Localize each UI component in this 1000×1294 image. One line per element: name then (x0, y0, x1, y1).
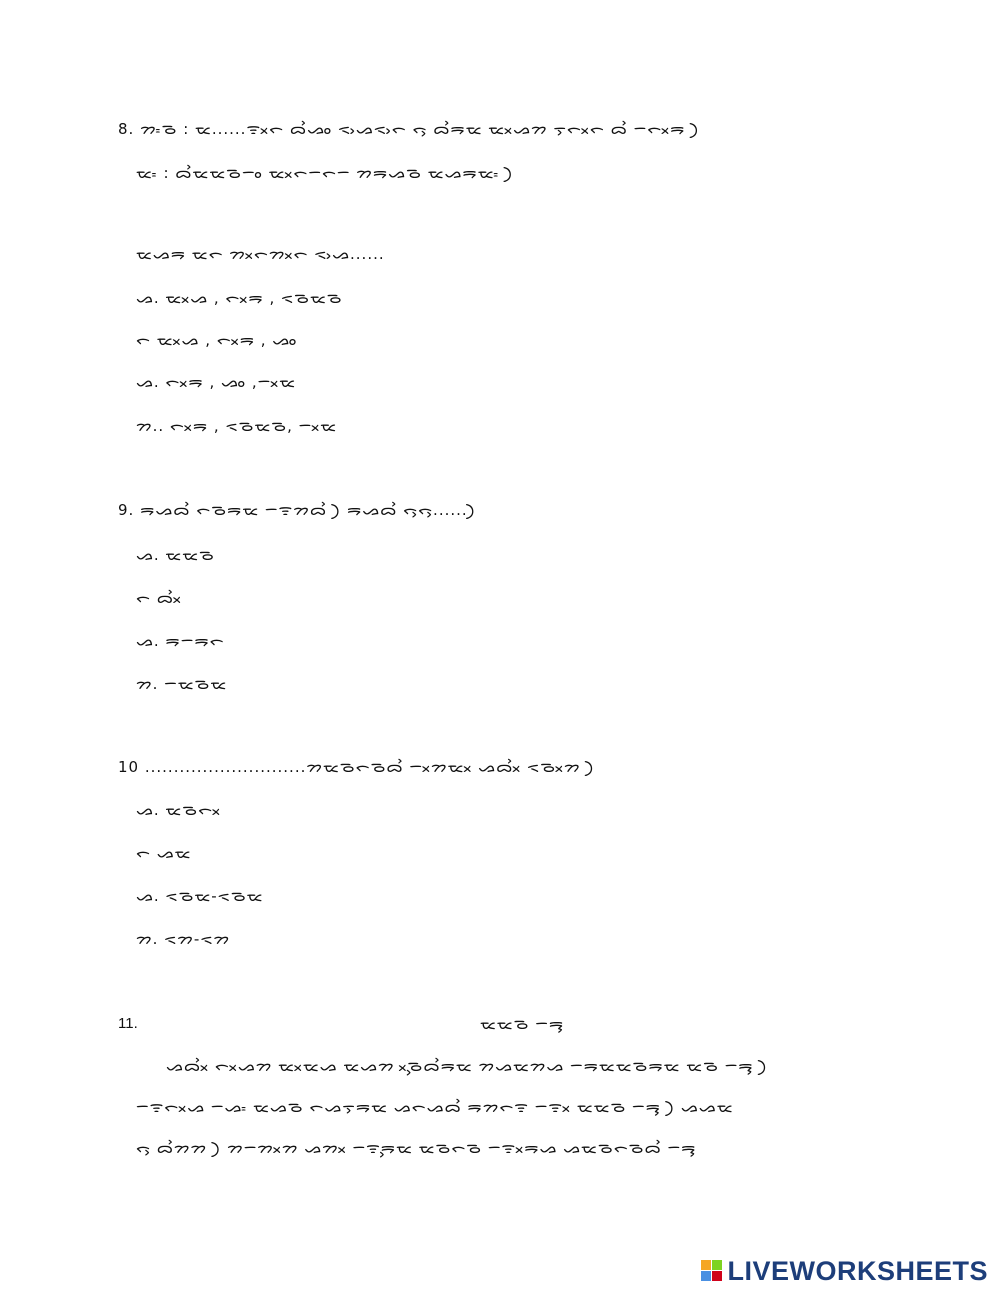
q10-option-3[interactable]: ᯀ. ᯑᯉᯔ-ᯑᯉᯔ (136, 887, 264, 905)
q11-paragraph-line-3: ᯞᯮ ᯅᯨᯂᯂ ᯿ ᯂᯇᯂᯬᯂ ᯀᯂᯬ ᯇᯤᯮᯒᯔ ᯔᯉᯞᯉ ᯇᯤᯬᯒᯀ ᯀᯔᯉᯞᯉᯅᯨ ᯇᯒᯮ (136, 1139, 697, 1157)
q8-option-4[interactable]: ᯂ.. ᯞᯬᯒ , ᯑᯉᯔᯉ, ᯇᯬᯔ (136, 417, 338, 435)
q8-option-2[interactable]: ᯞ ᯔᯬᯀ , ᯞᯬᯒ , ᯀᯪ (136, 331, 298, 349)
liveworksheets-logo (701, 1256, 988, 1286)
q11-title: ᯔᯔᯉ ᯇᯒᯮ (480, 1015, 565, 1033)
q8-instruction: ᯔᯫ : ᯅᯨᯔᯔᯉᯇᯪ ᯔᯬᯞᯇᯞᯇ ᯂᯒᯀᯉ ᯔᯀᯒᯔᯫ ᯿ (136, 164, 514, 182)
q9-stem: 9. ᯒᯀᯅᯨ ᯞᯉᯒᯔ ᯇᯤᯂᯅᯨ ᯿ ᯒᯀᯅᯨ ᯞᯮᯞᯮ......᯿ (118, 501, 477, 519)
q10-option-4[interactable]: ᯂ. ᯑᯂ-ᯑᯂ (136, 930, 231, 948)
q11-paragraph-line-1: ᯀᯅᯨᯬ ᯞᯬᯀᯂ ᯔᯬᯔᯀ ᯔᯀᯂ ᯬᯮᯉᯅᯨᯒᯔ ᯂᯀᯔᯂᯀ ᯇᯒᯔᯔᯉᯒᯔ ᯔᯉ ᯇᯒᯮ ᯿ (166, 1057, 768, 1075)
q9-option-2[interactable]: ᯞ ᯅᯨᯬ (136, 589, 182, 607)
q8-option-1[interactable]: ᯀ. ᯔᯬᯀ , ᯞᯬᯒ , ᯑᯉᯔᯉ (136, 289, 343, 307)
q10-option-1[interactable]: ᯀ. ᯔᯉᯞᯬ (136, 801, 222, 819)
q9-option-1[interactable]: ᯀ. ᯔᯔᯉ (136, 546, 215, 564)
q10-stem: 10 ............................ᯂᯔᯉᯞᯉᯅᯨ ᯇᯬᯂᯔᯬ ᯀᯅᯨᯬ ᯑᯉᯬᯂ ᯿ (118, 758, 595, 776)
q9-option-4[interactable]: ᯂ. ᯇᯔᯉᯔ (136, 675, 228, 693)
q11-paragraph-line-2: ᯇᯤᯞᯬᯀ ᯇᯀᯫ ᯔᯀᯉ ᯞᯀᯇᯮᯒᯔ ᯀᯞᯀᯅᯨ ᯒᯂᯞᯤ ᯇᯤᯬ ᯔᯔᯉ ᯇᯒᯮ ᯿ ᯀᯀᯔ (136, 1098, 734, 1116)
q9-option-3[interactable]: ᯀ. ᯒᯇᯒᯞ (136, 632, 225, 650)
q11-number: 11. (118, 1015, 138, 1032)
brand-name: LIVEWORKSHEETS (727, 1255, 988, 1286)
q8-prompt: ᯔᯀᯒ ᯔᯞ ᯂᯬᯞᯂᯬᯞ ᯑᯧᯀ...... (136, 245, 385, 263)
q8-stem: 8. ᯂᯫᯉ : ᯔ......ᯤᯬᯞ ᯅᯨᯀᯪ ᯑᯧᯀᯑᯧᯞ ᯞᯮ ᯅᯨᯒᯔ ᯔᯬᯀᯂ ᯇᯮᯞᯬᯞ ᯅᯨ ᯇᯞᯬᯒ ᯿ (118, 120, 700, 138)
q8-option-3[interactable]: ᯀ. ᯞᯬᯒ , ᯀᯪ ,ᯇᯬᯔ (136, 373, 297, 391)
q10-option-2[interactable]: ᯞ ᯀᯔ (136, 844, 192, 862)
liveworksheets-logo-icon (701, 1260, 723, 1282)
